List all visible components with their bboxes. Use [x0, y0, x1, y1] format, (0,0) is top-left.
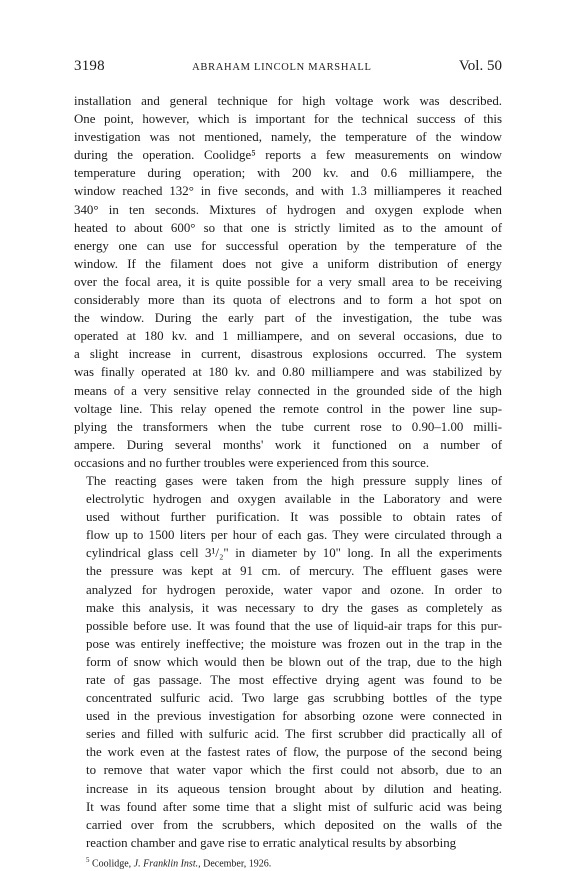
text-line: investigation was not mentioned, namely, the temperature of the window [74, 130, 502, 145]
text-line: means of a very sensitive relay connected in the grounded side of the high [74, 383, 502, 398]
text-line: temperature during operation; with 200 kv. and 0.6 milliampere, the [74, 166, 502, 181]
paragraph [74, 472, 502, 852]
text-line: the pressure was kept at 91 cm. of mercury. The effluent gases were [86, 564, 502, 579]
text-line: the window. During the early part of the investigation, the tube was [74, 311, 502, 326]
body-text [74, 92, 502, 852]
text-line: voltage line. This relay opened the remote control in the power line sup- [74, 401, 502, 416]
text-line: considerably more than its quota of electrons and to form a hot spot on [74, 293, 502, 308]
text-line: increase in its aqueous tension brought about by dilution and heating. [86, 781, 502, 796]
footnote-author: Coolidge, [92, 858, 132, 870]
text-line: concentrated sulfuric acid. Two large gas scrubbing bottles of the type [86, 691, 502, 706]
text-line: the work even at the fastest rates of flow, the purpose of the second being [86, 745, 502, 760]
text-line: ampere. During several months' work it functioned on a number of [74, 437, 502, 452]
text-line: pose was entirely ineffective; the moisture was frozen out in the trap in the [86, 636, 502, 651]
text-line: occasions and no further troubles were experienced from this source. [74, 455, 430, 470]
running-head: ABRAHAM LINCOLN MARSHALL [192, 62, 372, 73]
text-line: window. If the filament does not give a uniform distribution of energy [74, 256, 502, 271]
text-line: window reached 132° in five seconds, and with 1.3 milliamperes it reached [74, 184, 502, 199]
text-line: to remove that water vapor which the first could not absorb, due to an [86, 763, 502, 778]
text-line: rate of gas passage. The most effective drying agent was found to be [86, 673, 502, 687]
text-line: cylindrical glass cell 3¹/₂" in diameter by 10" long. In all the experiments [86, 546, 502, 561]
text-line: reaction chamber and gave rise to erratic analytical results by absorbing [86, 835, 457, 850]
text-line: series and filled with sulfuric acid. The first scrubber did practically all of [86, 727, 502, 742]
text-line: form of snow which would then be blown out of the trap, due to the high [86, 654, 502, 669]
text-line: 340° in ten seconds. Mixtures of hydrogen and oxygen explode when [74, 202, 502, 217]
footnote-number: 5 [86, 855, 90, 864]
text-line: was finally operated at 180 kv. and 0.80 milliampere and was stabilized by [74, 365, 502, 380]
text-line: The reacting gases were taken from the high pressure supply lines of [86, 473, 502, 488]
page-number: 3198 [74, 58, 105, 74]
text-line: during the operation. Coolidge⁵ reports a few measurements on window [74, 148, 502, 163]
text-line: installation and general technique for high voltage work was described. [74, 94, 502, 108]
text-line: One point, however, which is important for the technical success of this [74, 112, 502, 127]
text-line: It was found after some time that a slight mist of sulfuric acid was being [86, 799, 502, 814]
text-line: carried over from the scrubbers, which deposited on the walls of the [86, 817, 502, 832]
text-line: operated at 180 kv. and 1 milliampere, and on several occasions, due to [74, 329, 502, 344]
text-line: heated to about 600° so that one is strictly limited as to the amount of [74, 220, 502, 235]
text-line: used in the previous investigation for absorbing ozone were connected in [86, 709, 502, 724]
text-line: make this analysis, it was necessary to dry the gases as completely as [86, 600, 502, 615]
journal-page [74, 58, 502, 871]
text-line: energy one can use for successful operation by the temperature of the [74, 238, 502, 253]
page-header [74, 58, 502, 78]
footnote [86, 853, 502, 871]
text-line: a slight increase in current, disastrous explosions occurred. The system [74, 347, 502, 362]
text-line: analyzed for hydrogen peroxide, water vapor and ozone. In order to [86, 582, 502, 597]
text-line: possible before use. It was found that the use of liquid-air traps for this pur- [86, 618, 502, 633]
text-line: over the focal area, it is quite possible for a very small area to be receiving [74, 274, 502, 289]
footnote-date: December, 1926. [203, 858, 272, 870]
text-line: electrolytic hydrogen and oxygen available in the Laboratory and were [86, 492, 502, 507]
paragraph [74, 92, 502, 472]
volume-label: Vol. 50 [458, 58, 502, 74]
text-line: plying the transformers when the tube current rose to 0.90–1.00 milli- [74, 419, 502, 434]
text-line: flow up to 1500 liters per hour of each gas. They were circulated through a [86, 528, 502, 543]
text-line: used without further purification. It was possible to obtain rates of [86, 510, 502, 525]
footnote-journal: J. Franklin Inst., [133, 858, 201, 870]
